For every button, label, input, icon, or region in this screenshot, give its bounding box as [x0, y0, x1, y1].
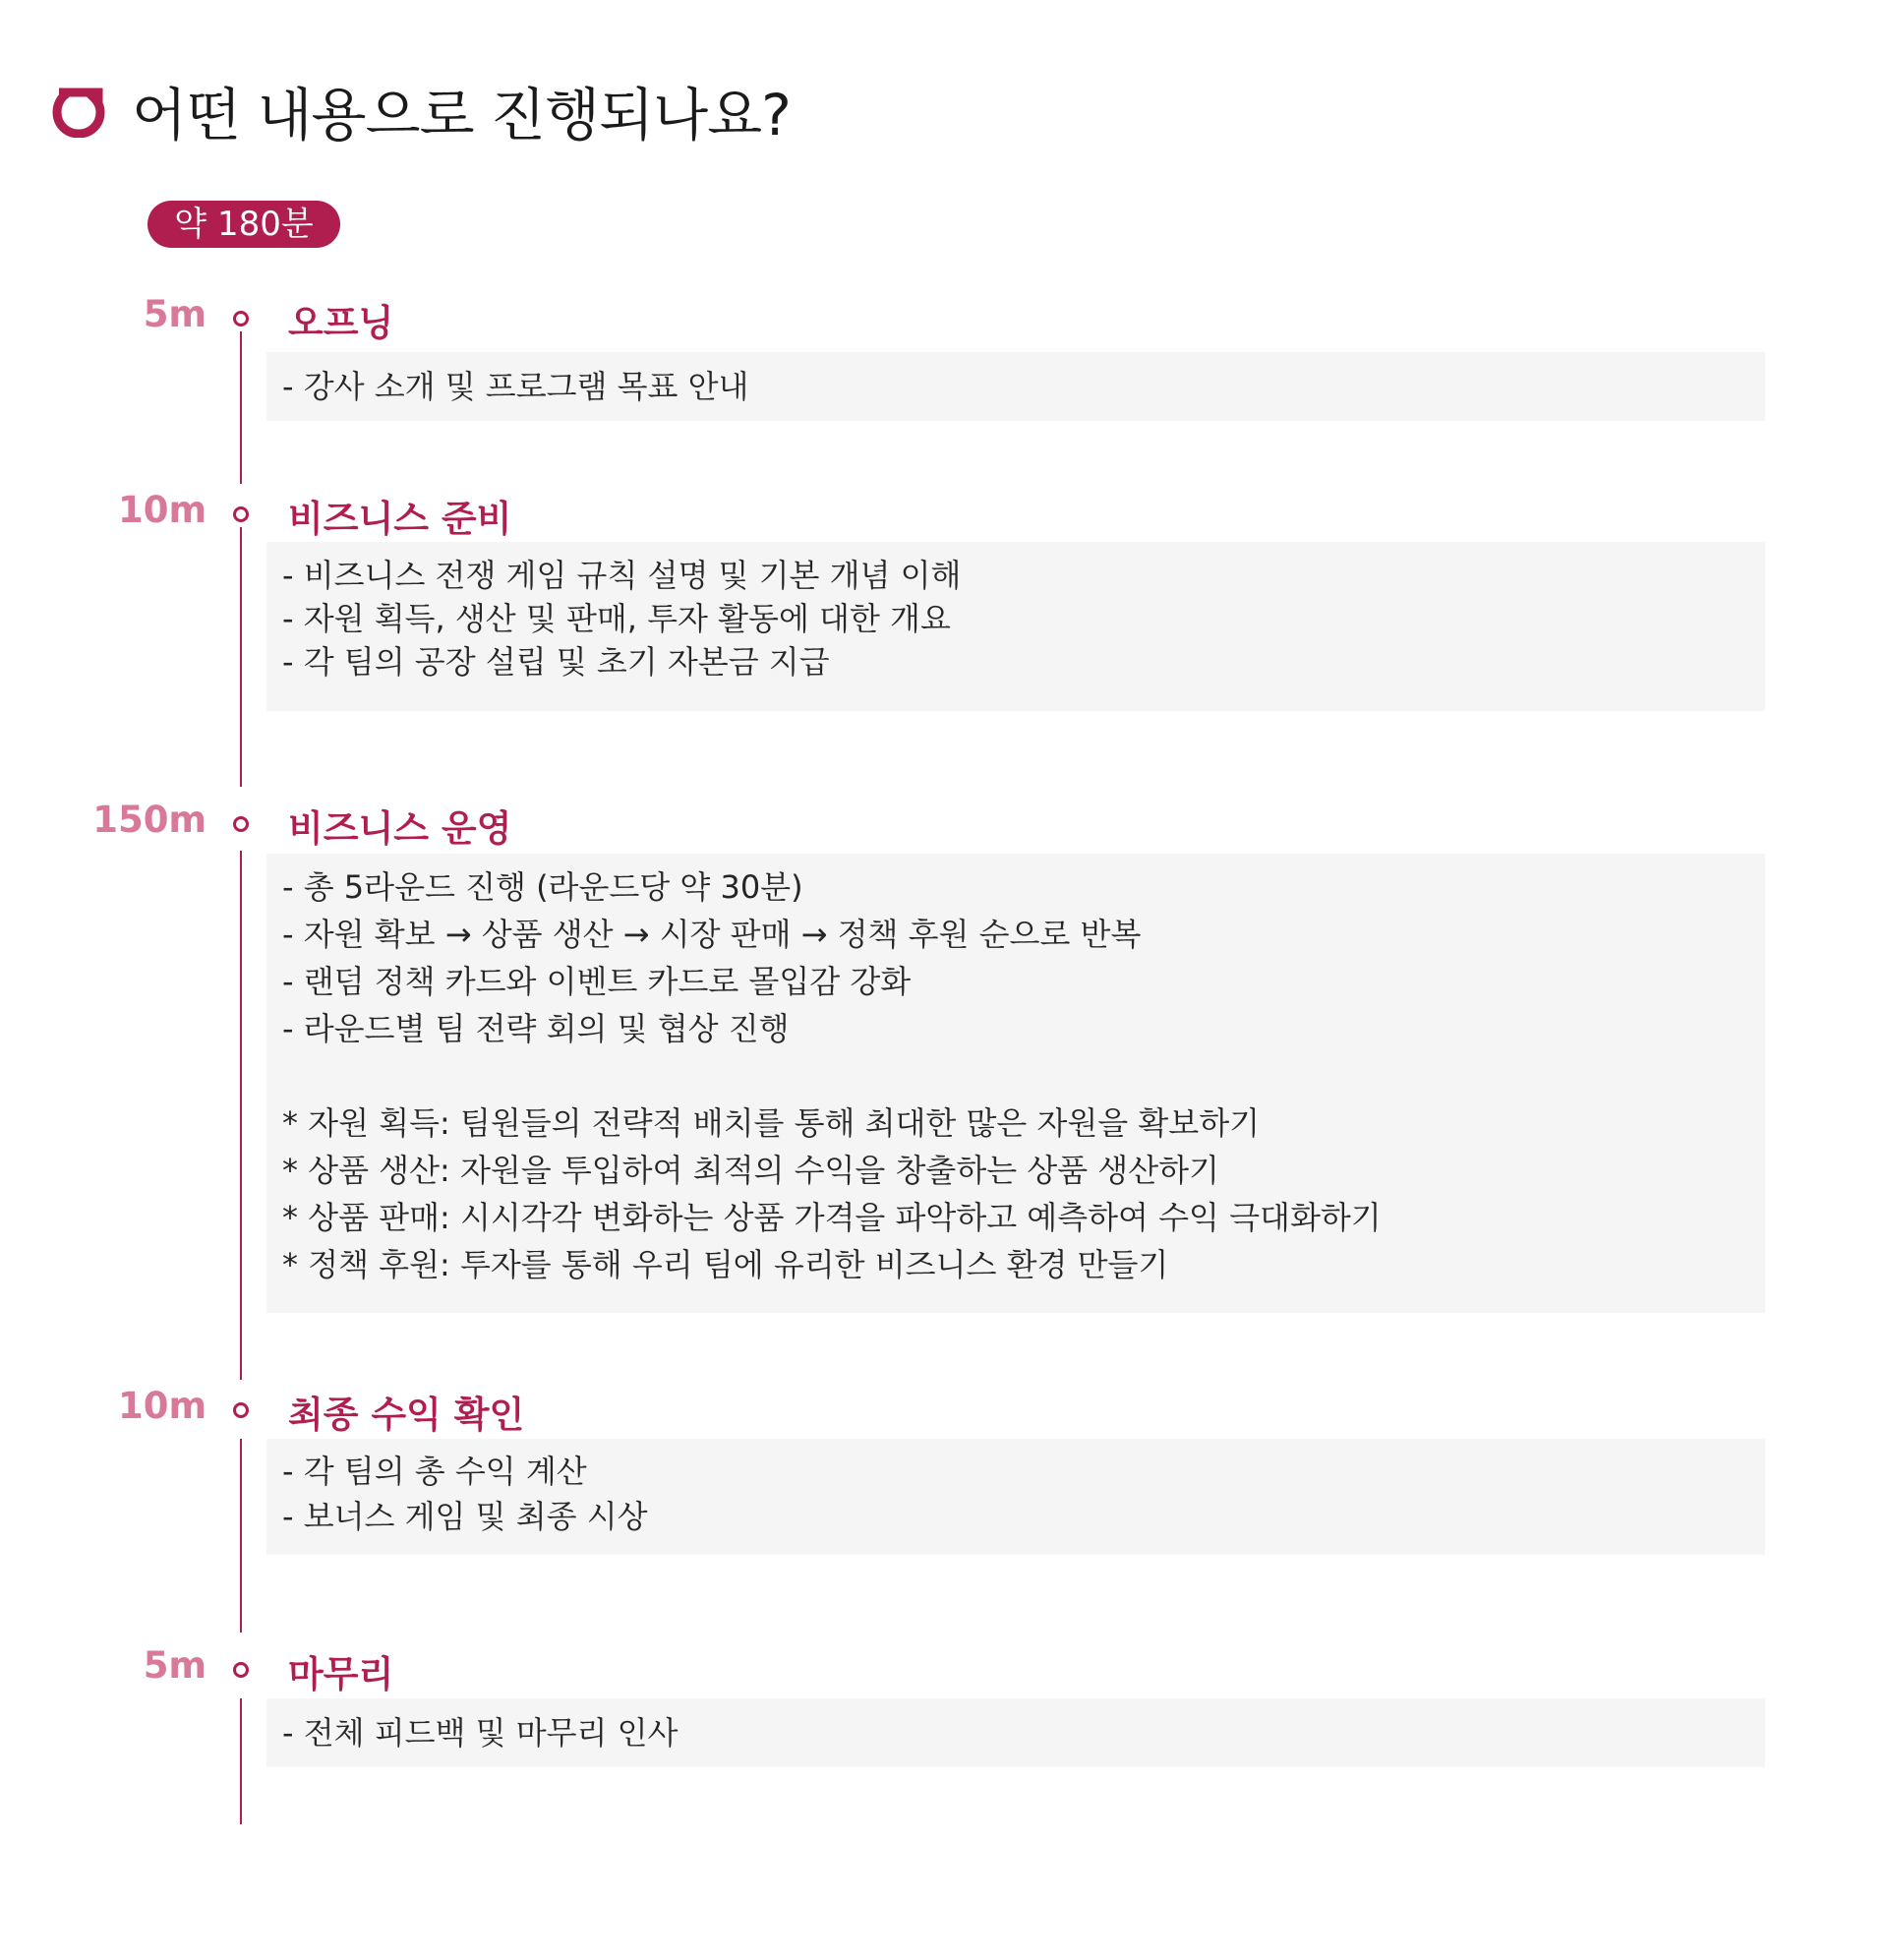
section-content-box: [266, 542, 1765, 711]
section-title: 비즈니스 준비: [288, 498, 512, 540]
timeline-dot-icon: [233, 1662, 249, 1678]
brand-logo-icon: [51, 83, 106, 138]
section-title: 비즈니스 운영: [288, 807, 512, 850]
timeline-line: [240, 527, 242, 787]
timeline-line: [240, 851, 242, 1380]
time-label: 5m: [143, 293, 206, 335]
page-header: [51, 75, 791, 146]
spacer: [282, 1052, 1765, 1099]
timeline-dot-icon: [233, 506, 249, 522]
section-content-box: [266, 854, 1765, 1313]
section-content-box: [266, 1698, 1765, 1767]
content-line: - 강사 소개 및 프로그램 목표 안내: [282, 368, 749, 405]
content-line: - 총 5라운드 진행 (라운드당 약 30분): [282, 868, 803, 906]
content-line: - 전체 피드백 및 마무리 인사: [282, 1714, 678, 1752]
content-line: - 라운드별 팀 전략 회의 및 협상 진행: [282, 1010, 790, 1047]
content-line: - 각 팀의 공장 설립 및 초기 자본금 지급: [282, 643, 830, 681]
content-line: - 자원 획득, 생산 및 판매, 투자 활동에 대한 개요: [282, 600, 951, 637]
timeline-line: [240, 1698, 242, 1824]
time-label: 150m: [92, 799, 206, 841]
time-label: 10m: [117, 489, 206, 531]
timeline-dot-icon: [233, 1402, 249, 1418]
content-line: - 보너스 게임 및 최종 시상: [282, 1498, 648, 1535]
note-line: * 정책 후원: 투자를 통해 우리 팀에 유리한 비즈니스 환경 만들기: [282, 1246, 1169, 1283]
content-line: - 각 팀의 총 수익 계산: [282, 1453, 587, 1490]
content-line: - 랜덤 정책 카드와 이벤트 카드로 몰입감 강화: [282, 963, 912, 1000]
section-title: 마무리: [288, 1653, 394, 1695]
section-title: 최종 수익 확인: [288, 1394, 525, 1436]
note-line: * 상품 판매: 시시각각 변화하는 상품 가격을 파악하고 예측하여 수익 극대화하기: [282, 1199, 1382, 1236]
timeline-dot-icon: [233, 816, 249, 832]
timeline-dot-icon: [233, 311, 249, 327]
section-title: 오프닝: [288, 302, 394, 344]
time-label: 5m: [143, 1644, 206, 1687]
page-title: 어떤 내용으로 진행되나요?: [132, 82, 791, 148]
note-line: * 자원 획득: 팀원들의 전략적 배치를 통해 최대한 많은 자원을 확보하기: [282, 1104, 1261, 1142]
duration-badge: 약 180분: [148, 201, 340, 248]
section-content-box: [266, 352, 1765, 421]
section-content-box: [266, 1439, 1765, 1555]
timeline-line: [240, 1439, 242, 1633]
timeline-line: [240, 331, 242, 484]
content-line: - 자원 확보 → 상품 생산 → 시장 판매 → 정책 후원 순으로 반복: [282, 916, 1142, 953]
content-line: - 비즈니스 전쟁 게임 규칙 설명 및 기본 개념 이해: [282, 557, 962, 594]
time-label: 10m: [117, 1385, 206, 1427]
note-line: * 상품 생산: 자원을 투입하여 최적의 수익을 창출하는 상품 생산하기: [282, 1152, 1219, 1189]
